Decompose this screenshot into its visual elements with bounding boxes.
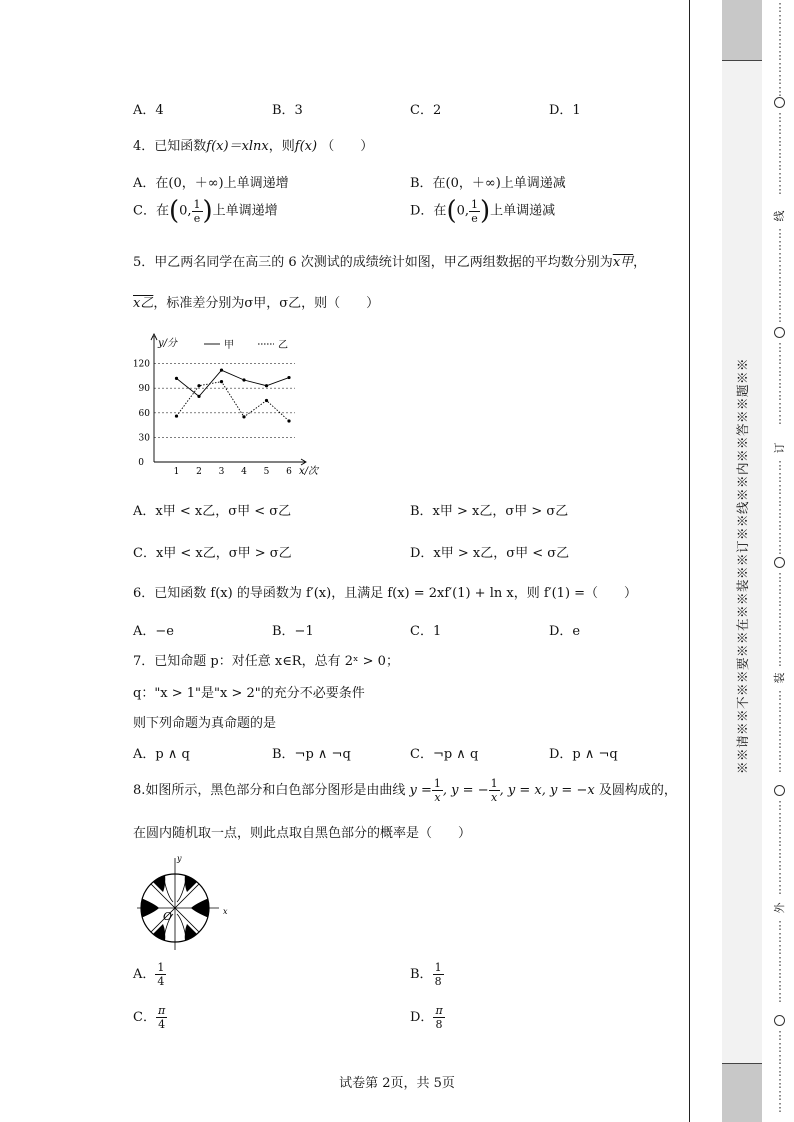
binding-notice: ※※请※※不※※要※※在※※装※※订※※线※※内※※答※※题※※ <box>735 357 750 775</box>
x-tick-label: 4 <box>241 467 247 475</box>
binding-border-line <box>689 0 690 1122</box>
data-point <box>197 384 200 387</box>
dotted-line: ⋮ ⋮ ⋮ ⋮ ⋮ ⋮ ⋮ <box>774 111 786 196</box>
y-tick-label: 90 <box>138 384 150 395</box>
q6-stem: 6．已知函数 f(x) 的导函数为 f′(x)，且满足 f(x) = 2xf′(1) + ln x，则 f′(1) =（ ） <box>133 586 638 601</box>
y-axis-label: y/分 <box>158 338 178 349</box>
data-point <box>220 369 223 372</box>
x-tick-label: 6 <box>286 467 292 475</box>
data-point <box>242 415 245 418</box>
q7-option-b: B．¬p ∧ ¬q <box>272 747 351 762</box>
q7-stem-line2: q："x > 1"是"x > 2"的充分不必要条件 <box>133 686 365 701</box>
dotted-line: ⋮ ⋮ ⋮ ⋮ ⋮ ⋮ ⋮ <box>774 689 786 774</box>
data-point <box>287 376 290 379</box>
dotted-line: ⋮ ⋮ ⋮ ⋮ ⋮ ⋮ ⋮ ⋮ <box>774 227 786 324</box>
x-tick-label: 3 <box>218 467 225 475</box>
dotted-line: ⋮ ⋮ ⋮ ⋮ ⋮ ⋮ ⋮ ⋮ <box>774 799 786 896</box>
dotted-line: ⋮ ⋮ ⋮ ⋮ ⋮ ⋮ ⋮ <box>774 341 786 426</box>
y-tick-label: 60 <box>138 408 150 419</box>
dotted-line: ⋮ ⋮ ⋮ ⋮ ⋮ ⋮ ⋮ ⋮ <box>774 1 786 98</box>
y-tick-label: 0 <box>138 458 144 468</box>
q7-option-c: C．¬p ∧ q <box>410 747 479 762</box>
q6-option-d: D．e <box>549 624 581 639</box>
x-tick-label: 2 <box>196 467 202 475</box>
q8-stem-line2: 在圆内随机取一点，则此点取自黑色部分的概率是（ ） <box>133 826 472 841</box>
seal-circle <box>774 557 785 568</box>
data-point <box>220 380 223 383</box>
q4-option-d: D．在(0, $\frac{1}{e}$ )上单调递减 <box>410 196 556 226</box>
q7-option-a: A．p ∧ q <box>133 747 190 762</box>
q3-option-c: C．2 <box>410 103 442 118</box>
score-line-chart <box>128 330 338 475</box>
q5-option-a: A．x甲 < x乙，σ甲 < σ乙 <box>133 504 292 519</box>
seal-char-ding: 订 <box>773 442 786 454</box>
data-point <box>287 419 290 422</box>
x-axis-label: x/次 <box>299 466 319 475</box>
q8-circle-figure <box>133 852 233 952</box>
q8-option-d: D． $\frac{\pi}{8}$ <box>410 1004 443 1031</box>
q5-option-b: B．x甲 > x乙，σ甲 > σ乙 <box>410 504 569 519</box>
y-tick-label: 30 <box>138 433 150 444</box>
series-line-2 <box>177 382 290 421</box>
x-tick-label: 1 <box>173 467 180 475</box>
fig-origin-label: O <box>163 910 173 923</box>
q3-option-a: A．4 <box>133 103 164 118</box>
q7-option-d: D．p ∧ ¬q <box>549 747 618 762</box>
dotted-line: ⋮ ⋮ ⋮ ⋮ ⋮ ⋮ ⋮ <box>774 1029 786 1114</box>
seal-char-xian: 线 <box>773 210 786 222</box>
data-point <box>242 378 245 381</box>
q5-stem-line2: x乙，标准差分别为σ甲，σ乙，则（ ） <box>133 296 380 311</box>
q4-stem: 4．已知函数f(x)＝xlnx，则f(x) （ ） <box>133 139 374 154</box>
data-point <box>175 377 178 380</box>
legend-label-1: 甲 <box>224 340 234 351</box>
data-point <box>265 384 268 387</box>
q8-option-b: B． $\frac{1}{8}$ <box>410 961 442 988</box>
seal-line-column <box>765 0 794 1122</box>
q3-option-d: D．1 <box>549 103 581 118</box>
q4-option-c: C．在(0, $\frac{1}{e}$ )上单调递增 <box>133 196 278 226</box>
data-point <box>175 414 178 417</box>
fig-x-label: x <box>223 907 228 916</box>
fig-y-label: y <box>177 854 182 863</box>
page-footer: 试卷第 2页，共 5页 <box>339 1076 455 1091</box>
seal-circle <box>774 785 785 796</box>
legend-label-2: 乙 <box>278 340 288 351</box>
q7-stem-line1: 7．已知命题 p：对任意 x∈R，总有 2ˣ > 0； <box>133 654 399 669</box>
data-point <box>197 395 200 398</box>
q5-stem-line1: 5．甲乙两名同学在高三的 6 次测试的成绩统计如图，甲乙两组数据的平均数分别为x甲， <box>133 255 647 270</box>
q8-option-a: A． $\frac{1}{4}$ <box>133 961 165 988</box>
dotted-line: ⋮ ⋮ ⋮ ⋮ ⋮ ⋮ ⋮ <box>774 919 786 1004</box>
seal-circle <box>774 327 785 338</box>
q7-stem-line3: 则下列命题为真命题的是 <box>133 716 277 731</box>
q6-option-c: C．1 <box>410 624 442 639</box>
q4-option-a: A．在(0，＋∞)上单调递增 <box>133 176 289 191</box>
seal-circle <box>774 1015 785 1026</box>
q5-option-d: D．x甲 > x乙，σ甲 < σ乙 <box>410 546 570 561</box>
seal-circle <box>774 97 785 108</box>
x-tick-label: 5 <box>263 467 270 475</box>
q6-option-b: B．−1 <box>272 624 314 639</box>
q8-option-c: C． $\frac{\pi}{4}$ <box>133 1004 166 1031</box>
q8-stem-line1: 8.如图所示，黑色部分和白色部分图形是由曲线 y = $\frac{1}{x}$ , y = − $\frac{1}{x}$ , y = x, y = −x 及圆构成的， <box>133 777 677 804</box>
seal-char-zhuang: 装 <box>773 672 786 684</box>
y-tick-label: 120 <box>132 359 150 370</box>
q3-option-b: B．3 <box>272 103 303 118</box>
q5-option-c: C．x甲 < x乙，σ甲 > σ乙 <box>133 546 292 561</box>
dotted-line: ⋮ ⋮ ⋮ ⋮ ⋮ ⋮ ⋮ ⋮ <box>774 459 786 556</box>
data-point <box>265 399 268 402</box>
q6-option-a: A．−e <box>133 624 174 639</box>
q4-option-b: B．在(0，＋∞)上单调递减 <box>410 176 566 191</box>
series-line-1 <box>177 370 290 396</box>
seal-char-wai: 外 <box>773 902 786 914</box>
dotted-line: ⋮ ⋮ ⋮ ⋮ ⋮ ⋮ ⋮ ⋮ <box>774 571 786 668</box>
